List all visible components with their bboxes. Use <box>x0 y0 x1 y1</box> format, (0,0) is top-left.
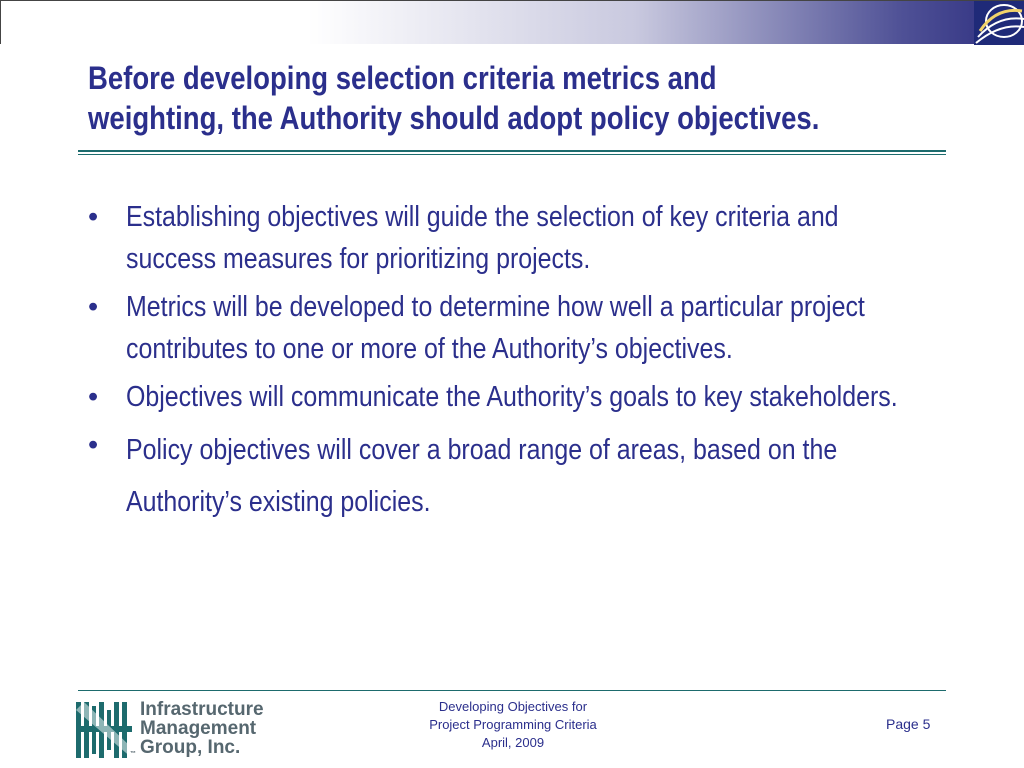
bullet-text: Objectives will communicate the Authority’s goals to key stakeholders. <box>126 381 898 413</box>
authority-swoosh-logo-icon <box>974 1 1024 45</box>
list-item <box>88 196 988 280</box>
img-grid-logo-icon <box>76 702 132 758</box>
bullet-list <box>88 196 988 534</box>
footer-caption-line-2: Project Programming Criteria <box>429 717 597 732</box>
title-line-1: Before developing selection criteria metrics and <box>88 60 717 96</box>
list-item <box>88 286 988 370</box>
title-divider <box>78 150 946 155</box>
list-item <box>88 424 988 528</box>
bullet-icon: • <box>88 291 99 323</box>
bullet-text: Policy objectives will cover a broad range of areas, based on the Authority’s existing policies. <box>126 434 838 518</box>
list-item <box>88 376 988 418</box>
company-name <box>130 699 264 758</box>
footer-caption-line-3: April, 2009 <box>481 735 545 750</box>
company-line-1: Infrastructure <box>140 699 264 720</box>
footer-caption-line-1: Developing Objectives for <box>438 699 588 714</box>
header-banner <box>0 0 1024 44</box>
slide-title <box>88 58 845 138</box>
bullet-text: Establishing objectives will guide the selection of key criteria and success measures for prioritizing projects. <box>126 201 839 275</box>
company-line-3: Group, Inc. <box>140 737 241 758</box>
page-number: Page 5 <box>886 716 931 732</box>
company-line-2: Management <box>140 718 257 739</box>
footer-caption <box>390 698 636 752</box>
trademark-mark: ™ <box>130 751 136 757</box>
footer-divider <box>78 690 946 691</box>
bullet-icon: • <box>88 381 99 413</box>
bullet-icon: • <box>88 201 99 233</box>
bullet-text: Metrics will be developed to determine how well a particular project contributes to one or more of the Authority’s objectives. <box>126 291 865 365</box>
title-line-2: weighting, the Authority should adopt policy objectives. <box>88 100 820 136</box>
bullet-icon: • <box>88 429 99 461</box>
